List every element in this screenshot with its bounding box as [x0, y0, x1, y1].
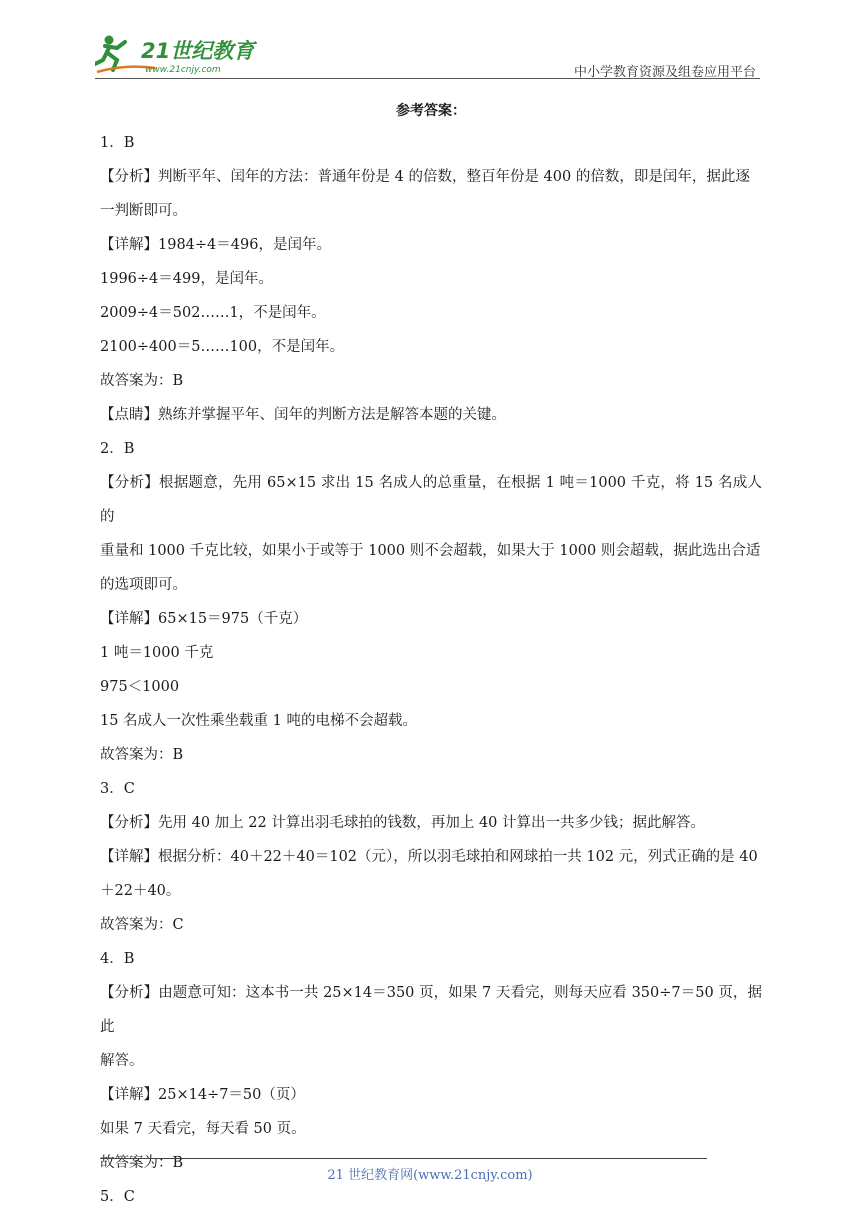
text-line: 【详解】25×14÷7＝50（页） — [100, 1087, 305, 1103]
header-divider — [95, 78, 760, 79]
footer-divider — [100, 1158, 707, 1159]
text-line: ＋22＋40。 — [100, 883, 181, 899]
logo-runner-icon — [95, 34, 260, 78]
page-title: 参考答案： — [396, 103, 466, 119]
answer-content — [100, 96, 762, 1214]
text-line: 【分析】由题意可知：这本书一共 25×14＝350 页，如果 7 天看完，则每天应看 350÷7＝50 页，据此 — [100, 985, 762, 1035]
text-line: 2009÷4＝502……1，不是闰年。 — [100, 305, 326, 321]
text-line: 重量和 1000 千克比较，如果小于或等于 1000 则不会超载，如果大于 1000 则会超载，据此选出合适 — [100, 543, 761, 559]
text-line: 故答案为：B — [100, 1155, 184, 1171]
text-line: 5．C — [100, 1189, 135, 1205]
text-line: 4．B — [100, 951, 135, 967]
text-line: 【详解】1984÷4＝496，是闰年。 — [100, 237, 331, 253]
text-line: 解答。 — [100, 1053, 144, 1069]
text-line: 【分析】根据题意，先用 65×15 求出 15 名成人的总重量，在根据 1 吨＝1000 千克，将 15 名成人的 — [100, 475, 762, 525]
text-line: 一判断即可。 — [100, 203, 187, 219]
text-line: 1996÷4＝499，是闰年。 — [100, 271, 273, 287]
site-logo — [95, 34, 260, 78]
logo-text: 21世纪教育 — [141, 39, 255, 63]
text-line: 15 名成人一次性乘坐载重 1 吨的电梯不会超载。 — [100, 713, 418, 729]
logo-url: www.21cnjy.com — [145, 65, 221, 75]
text-line: 的选项即可。 — [100, 577, 187, 593]
text-line: 1 吨＝1000 千克 — [100, 645, 214, 661]
text-line: 故答案为：C — [100, 917, 184, 933]
platform-name: 中小学教育资源及组卷应用平台 — [573, 65, 756, 80]
text-line: 【分析】判断平年、闰年的方法：普通年份是 4 的倍数，整百年份是 400 的倍数，即是闰年，据此逐 — [100, 169, 750, 185]
text-line: 2100÷400＝5……100，不是闰年。 — [100, 339, 345, 355]
text-line: 如果 7 天看完，每天看 50 页。 — [100, 1121, 306, 1137]
footer-link[interactable]: 21 世纪教育网(www.21cnjy.com) — [327, 1168, 533, 1183]
text-line: 【分析】先用 40 加上 22 计算出羽毛球拍的钱数，再加上 40 计算出一共多少钱；据此解答。 — [100, 815, 706, 831]
text-line: 2．B — [100, 441, 135, 457]
text-line: 【点睛】熟练并掌握平年、闰年的判断方法是解答本题的关键。 — [100, 407, 506, 423]
text-line: 3．C — [100, 781, 135, 797]
text-line: 【详解】65×15＝975（千克） — [100, 611, 308, 627]
text-line: 1．B — [100, 135, 135, 151]
text-line: 【详解】根据分析：40＋22＋40＝102（元），所以羽毛球拍和网球拍一共 102 元，列式正确的是 40 — [100, 849, 758, 865]
page-header — [95, 28, 760, 80]
text-line: 故答案为：B — [100, 373, 184, 389]
text-line: 故答案为：B — [100, 747, 184, 763]
text-line: 975＜1000 — [100, 679, 180, 695]
answer-lines — [100, 126, 762, 1214]
